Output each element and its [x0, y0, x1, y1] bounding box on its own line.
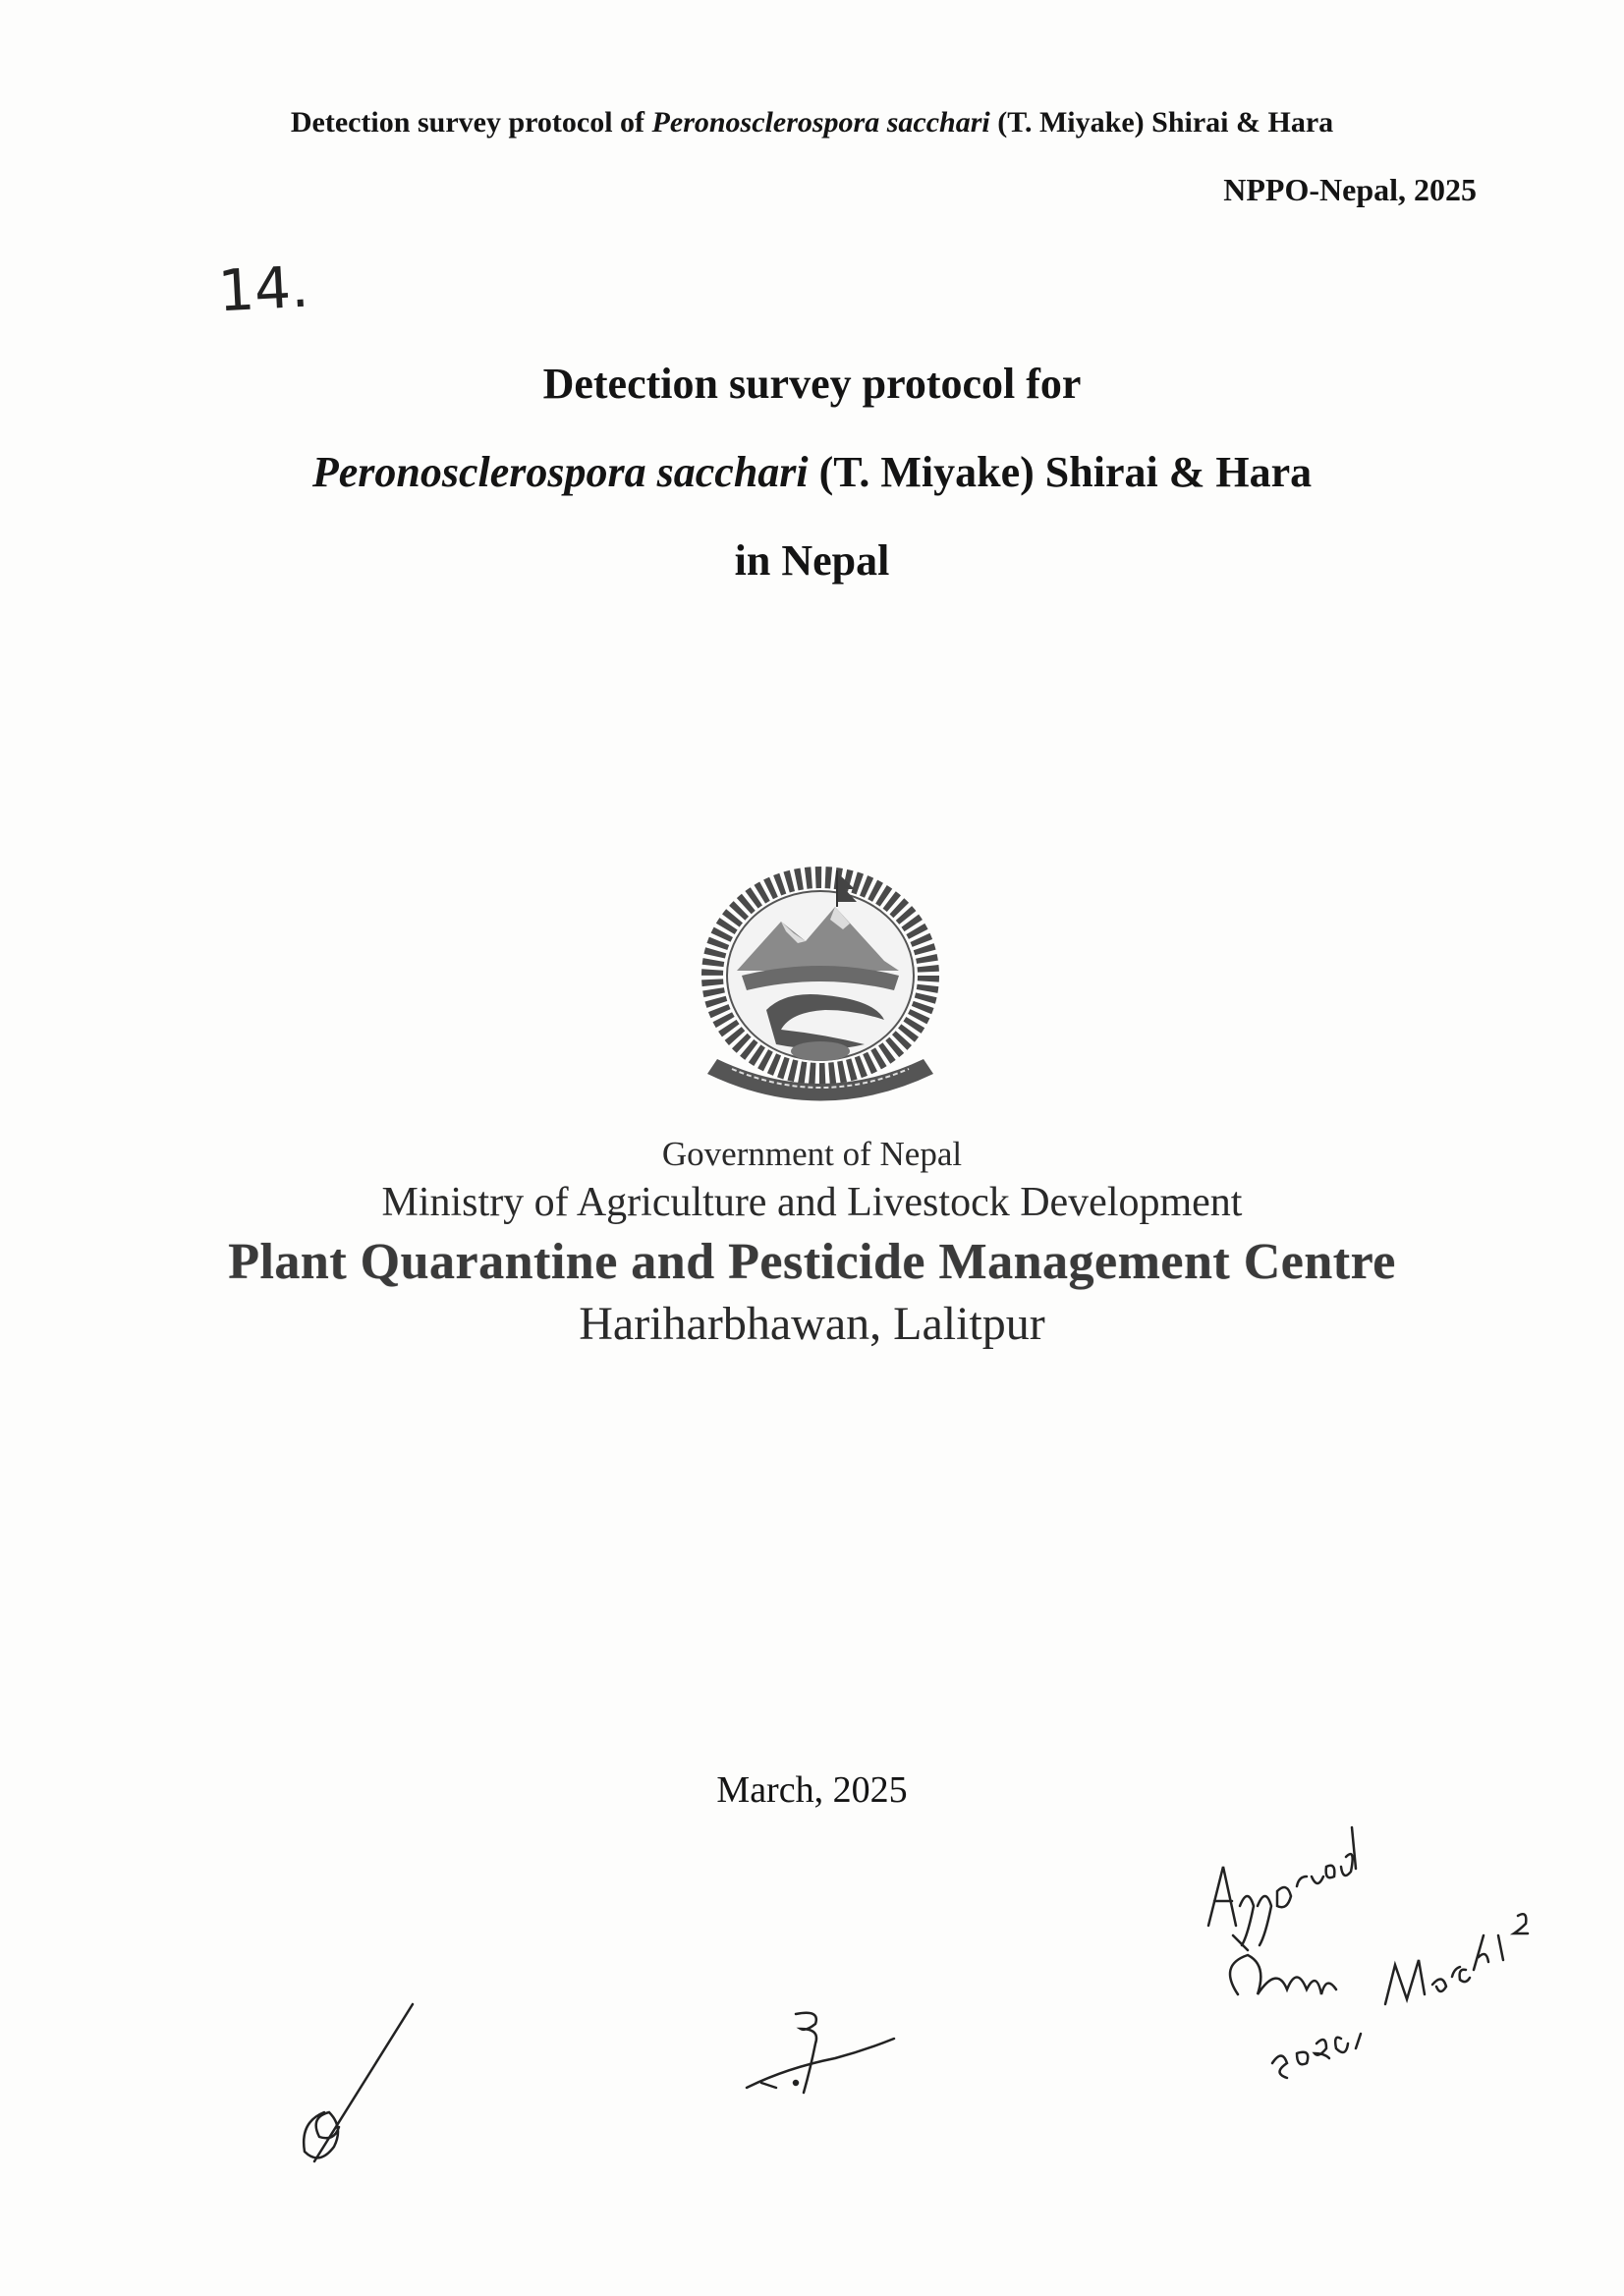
signature-left	[285, 1994, 432, 2171]
signature-middle	[737, 2004, 904, 2112]
title-line-3: in Nepal	[734, 536, 890, 585]
running-header-prefix: Detection survey protocol of	[290, 106, 652, 139]
running-header-suffix: (T. Miyake) Shirai & Hara	[989, 106, 1334, 139]
title-line-1: Detection survey protocol for	[542, 360, 1082, 408]
approval-handwriting	[1179, 1788, 1572, 2142]
nepal-emblem-icon	[688, 863, 953, 1108]
title-authority: (T. Miyake) Shirai & Hara	[808, 448, 1313, 496]
government-label: Government of Nepal	[661, 1135, 963, 1173]
running-header	[0, 106, 1624, 140]
centre-label: Plant Quarantine and Pesticide Management Centre	[228, 1234, 1396, 1290]
nppo-label: NPPO-Nepal, 2025	[1223, 172, 1477, 207]
title-species: Peronosclerospora sacchari	[311, 448, 809, 496]
handwritten-number: 14.	[216, 252, 310, 325]
address-label: Hariharbhawan, Lalitpur	[579, 1298, 1045, 1350]
running-header-species: Peronosclerospora sacchari	[651, 106, 990, 139]
document-date: March, 2025	[716, 1769, 908, 1811]
title-line-2	[0, 447, 1624, 497]
ministry-label: Ministry of Agriculture and Livestock Development	[381, 1180, 1243, 1225]
